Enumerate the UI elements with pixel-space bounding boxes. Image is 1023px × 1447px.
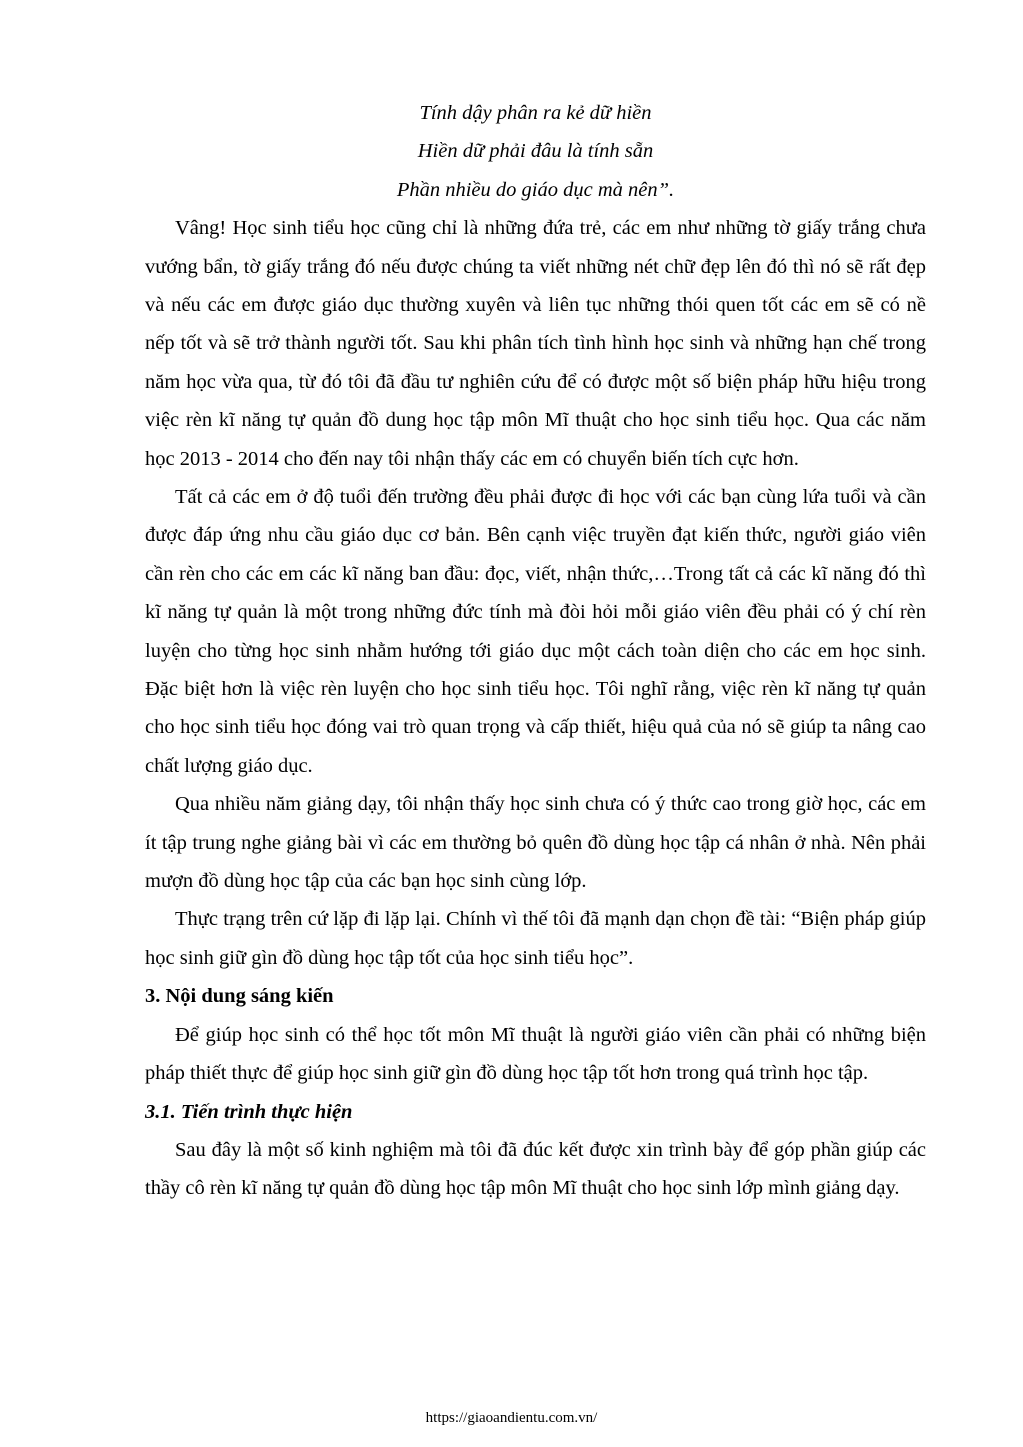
body-paragraph: Qua nhiều năm giảng dạy, tôi nhận thấy học sinh chưa có ý thức cao trong giờ học, các em ít tập trung nghe giảng bài vì các em thường bỏ quên đồ dùng học tập cá nhân ở nhà. Nên phải mượn đồ dùng học tập của các bạn học sinh cùng lớp. xyxy=(145,793,926,893)
poem-quote xyxy=(145,94,926,209)
poem-line: Tính dậy phân ra kẻ dữ hiền xyxy=(419,102,652,124)
body-paragraph: Tất cả các em ở độ tuổi đến trường đều phải được đi học với các bạn cùng lứa tuổi và cần được đáp ứng nhu cầu giáo dục cơ bản. Bên cạnh việc truyền đạt kiến thức, người giáo viên cần rèn cho các em các kĩ năng ban đầu: đọc, viết, nhận thức,…Trong tất cả các kĩ năng đó thì kĩ năng tự quản là một trong những đức tính mà đòi hỏi mỗi giáo viên đều phải có ý chí rèn luyện cho từng học sinh nhằm hướng tới giáo dục một cách toàn diện cho các em học sinh. Đặc biệt hơn là việc rèn luyện cho học sinh tiểu học. Tôi nghĩ rằng, việc rèn kĩ năng tự quản cho học sinh tiểu học đóng vai trò quan trọng và cấp thiết, hiệu quả của nó sẽ giúp ta nâng cao chất lượng giáo dục. xyxy=(145,486,926,777)
body-paragraph: Thực trạng trên cứ lặp đi lặp lại. Chính vì thế tôi đã mạnh dạn chọn đề tài: “Biện pháp giúp học sinh giữ gìn đồ dùng học tập tốt của học sinh tiểu học”. xyxy=(145,908,926,969)
document-body xyxy=(145,94,926,1208)
subsection-paragraph: Sau đây là một số kinh nghiệm mà tôi đã đúc kết được xin trình bày để góp phần giúp các thầy cô rèn kĩ năng tự quản đồ dùng học tập môn Mĩ thuật cho học sinh lớp mình giảng dạy. xyxy=(145,1138,926,1200)
section-heading: 3. Nội dung sáng kiến xyxy=(145,985,334,1008)
poem-line: Phần nhiều do giáo dục mà nên”. xyxy=(396,178,675,201)
body-paragraph: Vâng! Học sinh tiểu học cũng chỉ là những đứa trẻ, các em như những tờ giấy trắng chưa vướng bẩn, tờ giấy trắng đó nếu được chúng ta viết những nét chữ đẹp lên đó thì nó sẽ rất đẹp và nếu các em được giáo dục thường xuyên và liên tục những thói quen tốt các em sẽ có nề nếp tốt và sẽ trở thành người tốt. Sau khi phân tích tình hình học sinh và những hạn chế trong năm học vừa qua, từ đó tôi đã đầu tư nghiên cứu để có được một số biện pháp hữu hiệu trong việc rèn kĩ năng tự quản đồ dung học tập môn Mĩ thuật cho học sinh tiểu học. Qua các năm học 2013 - 2014 cho đến nay tôi nhận thấy các em có chuyển biến tích cực hơn. xyxy=(145,217,926,470)
poem-line: Hiền dữ phải đâu là tính sẵn xyxy=(417,140,654,163)
footer-url: https://giaoandientu.com.vn/ xyxy=(425,1410,598,1426)
subsection-heading: 3.1. Tiến trình thực hiện xyxy=(145,1100,353,1123)
section-paragraph: Để giúp học sinh có thể học tốt môn Mĩ thuật là người giáo viên cần phải có những biện pháp thiết thực để giúp học sinh giữ gìn đồ dùng học tập tốt hơn trong quá trình học tập. xyxy=(145,1023,926,1085)
